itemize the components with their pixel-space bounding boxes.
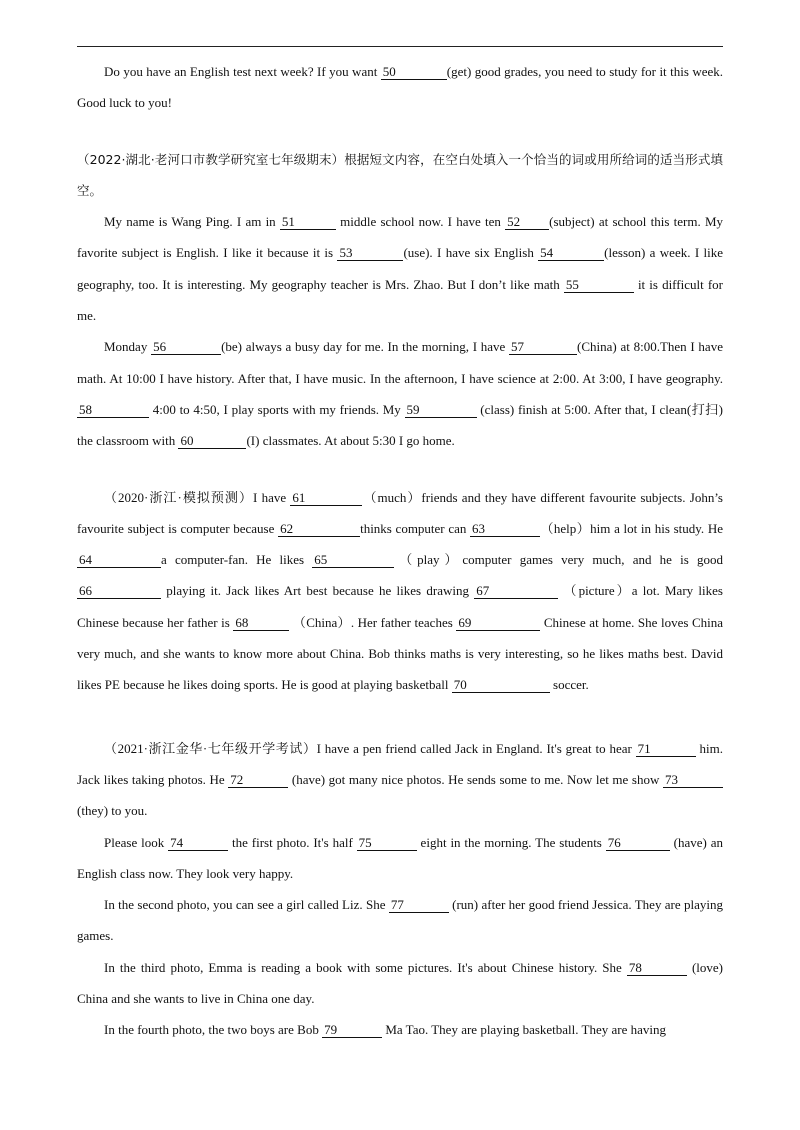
exercise-page bbox=[77, 56, 723, 1046]
blank-62[interactable]: 62 bbox=[278, 521, 360, 537]
blank-69[interactable]: 69 bbox=[456, 615, 540, 631]
paragraph-wang-ping-1: My name is Wang Ping. I am in 51 middle school now. I have ten 52 (subject) at school this term. My favorite subject is English. I like it because it is 53 (use). I have six English 54 (lesson) a week. I like geography, too. It is interesting. My geography teacher is Mrs. Zhao. But I don’t like math 55 it is difficult for me. bbox=[77, 214, 724, 324]
paragraph-pen-friend-1: （2021·浙江金华·七年级开学考试）I have a pen friend called Jack in England. It's great to hear 71 him. Jack likes taking photos. He 72 (have) got many nice photos. He sends some to me. Now let me show 73 (they) to you. bbox=[77, 740, 723, 819]
paragraph-favourite-subjects: （2020·浙江·模拟预测）I have 61 （much）friends and they have different favourite subjects. John’s favourite subject is computer because 62 thinks computer can 63 （help）him a lot in his study. He 64 a computer-fan. He likes 65 （play）computer games very much, and he is good 66 playing it. Jack likes Art best because he likes drawing 67 （picture）a lot. Mary likes Chinese because her father is 68 （China）. Her father teaches 69 Chinese at home. She loves China very much, and she wants to know more about China. Bob thinks maths is very interesting, so he likes maths best. David likes PE because he likes doing sports. He is good at playing basketball 70 soccer. bbox=[77, 489, 723, 693]
blank-52[interactable]: 52 bbox=[505, 214, 549, 230]
blank-66[interactable]: 66 bbox=[77, 583, 161, 599]
paragraph-test-advice: Do you have an English test next week? If you want 50 (get) good grades, you need to study for it this week. Good luck to you! bbox=[77, 64, 723, 111]
blank-50[interactable]: 50 bbox=[381, 64, 447, 80]
paragraph-pen-friend-4: In the third photo, Emma is reading a book with some pictures. It's about Chinese history. She 78 (love) China and she wants to live in China one day. bbox=[77, 959, 723, 1007]
blank-75[interactable]: 75 bbox=[357, 835, 417, 851]
blank-70[interactable]: 70 bbox=[452, 677, 550, 693]
blank-58[interactable]: 58 bbox=[77, 402, 149, 418]
blank-65[interactable]: 65 bbox=[312, 552, 394, 568]
blank-60[interactable]: 60 bbox=[178, 433, 246, 449]
blank-51[interactable]: 51 bbox=[280, 214, 336, 230]
paragraph-pen-friend-5: In the fourth photo, the two boys are Bob 79 Ma Tao. They are playing basketball. They are having bbox=[104, 1022, 666, 1038]
blank-77[interactable]: 77 bbox=[389, 897, 449, 913]
blank-56[interactable]: 56 bbox=[151, 339, 221, 355]
blank-63[interactable]: 63 bbox=[470, 521, 540, 537]
blank-73[interactable]: 73 bbox=[663, 772, 723, 788]
header-rule bbox=[77, 46, 723, 47]
blank-61[interactable]: 61 bbox=[290, 490, 362, 506]
blank-54[interactable]: 54 bbox=[538, 245, 604, 261]
blank-68[interactable]: 68 bbox=[233, 615, 289, 631]
paragraph-pen-friend-2: Please look 74 the first photo. It's half 75 eight in the morning. The students 76 (have) an English class now. They look very happy. bbox=[77, 834, 724, 881]
blank-64[interactable]: 64 bbox=[77, 552, 161, 568]
paragraph-wang-ping-2: Monday 56 (be) always a busy day for me. In the morning, I have 57 (China) at 8:00.Then I have math. At 10:00 I have history. After that, I have music. In the afternoon, I have science at 2:00. At 3:00, I have geography. 58 4:00 to 4:50, I play sports with my friends. My 59 (class) finish at 5:00. After that, I clean(打扫) the classroom with 60 (I) classmates. At about 5:30 I go home. bbox=[77, 339, 723, 449]
blank-53[interactable]: 53 bbox=[337, 245, 403, 261]
blank-59[interactable]: 59 bbox=[405, 402, 477, 418]
blank-57[interactable]: 57 bbox=[509, 339, 577, 355]
blank-79[interactable]: 79 bbox=[322, 1022, 382, 1038]
blank-74[interactable]: 74 bbox=[168, 835, 228, 851]
blank-78[interactable]: 78 bbox=[627, 960, 687, 976]
section-2-instructions: （2022·湖北·老河口市教学研究室七年级期末）根据短文内容，在空白处填入一个恰当的词或用所给词的适当形式填空。 bbox=[77, 151, 723, 198]
blank-76[interactable]: 76 bbox=[606, 835, 670, 851]
blank-67[interactable]: 67 bbox=[474, 583, 558, 599]
paragraph-pen-friend-3: In the second photo, you can see a girl called Liz. She 77 (run) after her good friend Jessica. They are playing games. bbox=[77, 897, 723, 944]
blank-55[interactable]: 55 bbox=[564, 277, 634, 293]
blank-71[interactable]: 71 bbox=[636, 741, 696, 757]
blank-72[interactable]: 72 bbox=[228, 772, 288, 788]
